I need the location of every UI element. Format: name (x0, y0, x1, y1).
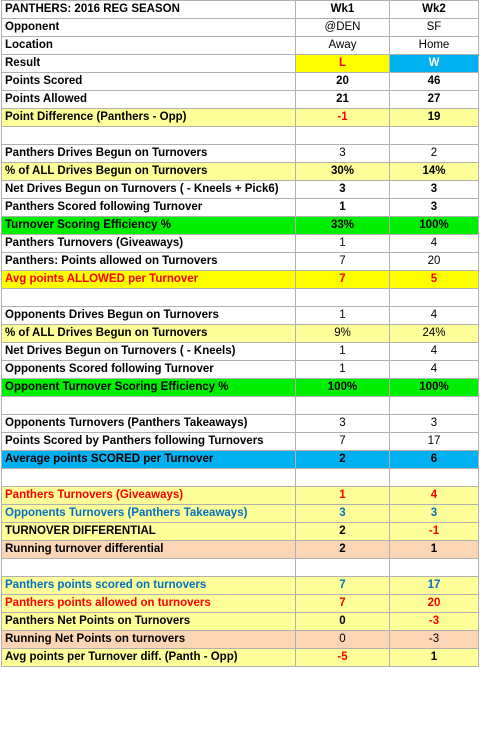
week2-value: -3 (390, 613, 479, 631)
week2-value: 24% (390, 325, 479, 343)
stat-row (2, 253, 479, 271)
sheet-body (2, 1, 479, 667)
week1-value: 1 (296, 235, 390, 253)
row-label: Running Net Points on turnovers (2, 631, 296, 649)
stat-row (2, 649, 479, 667)
stat-row (2, 577, 479, 595)
spacer-row (2, 559, 479, 577)
week2-value: 100% (390, 217, 479, 235)
week1-value: 7 (296, 271, 390, 289)
week1-value: 2 (296, 451, 390, 469)
row-label: Net Drives Begun on Turnovers ( - Kneels) (2, 343, 296, 361)
row-label: Panthers Turnovers (Giveaways) (2, 235, 296, 253)
week1-value: 1 (296, 307, 390, 325)
row-label: % of ALL Drives Begun on Turnovers (2, 163, 296, 181)
stat-row (2, 55, 479, 73)
week2-value: 17 (390, 433, 479, 451)
stat-row (2, 451, 479, 469)
spacer-cell (2, 469, 296, 487)
stat-row (2, 595, 479, 613)
row-label: Avg points ALLOWED per Turnover (2, 271, 296, 289)
week1-value: 7 (296, 433, 390, 451)
week1-value: 7 (296, 253, 390, 271)
spacer-cell (390, 559, 479, 577)
week2-value: 4 (390, 343, 479, 361)
stat-row (2, 523, 479, 541)
spacer-cell (390, 289, 479, 307)
spacer-cell (296, 469, 390, 487)
week1-value: 0 (296, 631, 390, 649)
week1-value: -5 (296, 649, 390, 667)
stat-row (2, 73, 479, 91)
stat-row (2, 109, 479, 127)
row-label: Running turnover differential (2, 541, 296, 559)
row-label: Avg points per Turnover diff. (Panth - Opp) (2, 649, 296, 667)
stat-row (2, 415, 479, 433)
stat-row (2, 433, 479, 451)
spacer-cell (390, 127, 479, 145)
spacer-cell (296, 559, 390, 577)
week1-value: 0 (296, 613, 390, 631)
week2-value: 3 (390, 199, 479, 217)
week2-value: 100% (390, 379, 479, 397)
week2-value: -1 (390, 523, 479, 541)
stat-row (2, 1, 479, 19)
row-label: Average points SCORED per Turnover (2, 451, 296, 469)
row-label: Opponents Turnovers (Panthers Takeaways) (2, 505, 296, 523)
week2-value: 1 (390, 649, 479, 667)
week2-value: 4 (390, 235, 479, 253)
stat-row (2, 505, 479, 523)
stat-row (2, 271, 479, 289)
row-label: Opponents Scored following Turnover (2, 361, 296, 379)
week2-value: 20 (390, 253, 479, 271)
week1-value: 3 (296, 415, 390, 433)
row-label: Points Allowed (2, 91, 296, 109)
stat-row (2, 163, 479, 181)
stat-row (2, 343, 479, 361)
week1-value: 20 (296, 73, 390, 91)
row-label: Turnover Scoring Efficiency % (2, 217, 296, 235)
week2-value: 5 (390, 271, 479, 289)
week2-value: 27 (390, 91, 479, 109)
row-label: % of ALL Drives Begun on Turnovers (2, 325, 296, 343)
row-label: Opponents Turnovers (Panthers Takeaways) (2, 415, 296, 433)
week1-value: 100% (296, 379, 390, 397)
week1-value: 7 (296, 595, 390, 613)
week1-value: 1 (296, 343, 390, 361)
stat-row (2, 487, 479, 505)
week1-value: 30% (296, 163, 390, 181)
row-label: Panthers Net Points on Turnovers (2, 613, 296, 631)
spacer-cell (390, 397, 479, 415)
row-label: Panthers points scored on turnovers (2, 577, 296, 595)
spacer-cell (2, 559, 296, 577)
row-label: Result (2, 55, 296, 73)
week2-value: -3 (390, 631, 479, 649)
week1-value: 33% (296, 217, 390, 235)
row-label: PANTHERS: 2016 REG SEASON (2, 1, 296, 19)
week2-value: 4 (390, 487, 479, 505)
spacer-cell (390, 469, 479, 487)
row-label: Panthers Turnovers (Giveaways) (2, 487, 296, 505)
row-label: Panthers: Points allowed on Turnovers (2, 253, 296, 271)
week2-value: 20 (390, 595, 479, 613)
week2-value: Home (390, 37, 479, 55)
spacer-row (2, 289, 479, 307)
stat-row (2, 235, 479, 253)
stat-row (2, 541, 479, 559)
week2-value: 1 (390, 541, 479, 559)
row-label: Panthers points allowed on turnovers (2, 595, 296, 613)
stat-row (2, 613, 479, 631)
turnover-stats-sheet (1, 0, 479, 667)
week1-value: 1 (296, 361, 390, 379)
row-label: Opponents Drives Begun on Turnovers (2, 307, 296, 325)
spacer-cell (2, 397, 296, 415)
week1-value: L (296, 55, 390, 73)
spacer-row (2, 469, 479, 487)
spacer-cell (296, 397, 390, 415)
week1-value: 7 (296, 577, 390, 595)
spacer-row (2, 397, 479, 415)
stat-row (2, 145, 479, 163)
stat-row (2, 37, 479, 55)
row-label: Opponent Turnover Scoring Efficiency % (2, 379, 296, 397)
spacer-cell (2, 289, 296, 307)
row-label: Points Scored (2, 73, 296, 91)
stat-row (2, 361, 479, 379)
week2-value: 3 (390, 181, 479, 199)
week1-value: Away (296, 37, 390, 55)
week2-value: 6 (390, 451, 479, 469)
stat-row (2, 325, 479, 343)
week2-value: 14% (390, 163, 479, 181)
spacer-cell (296, 289, 390, 307)
week2-value: Wk2 (390, 1, 479, 19)
stat-row (2, 307, 479, 325)
week2-value: 2 (390, 145, 479, 163)
row-label: Location (2, 37, 296, 55)
week2-value: 3 (390, 505, 479, 523)
stat-row (2, 379, 479, 397)
week2-value: 19 (390, 109, 479, 127)
week1-value: 9% (296, 325, 390, 343)
week1-value: 1 (296, 487, 390, 505)
stat-row (2, 217, 479, 235)
stat-row (2, 91, 479, 109)
stat-row (2, 181, 479, 199)
week1-value: Wk1 (296, 1, 390, 19)
row-label: TURNOVER DIFFERENTIAL (2, 523, 296, 541)
week1-value: 3 (296, 181, 390, 199)
week2-value: 3 (390, 415, 479, 433)
week1-value: @DEN (296, 19, 390, 37)
week2-value: 46 (390, 73, 479, 91)
row-label: Panthers Scored following Turnover (2, 199, 296, 217)
week2-value: 17 (390, 577, 479, 595)
spacer-cell (2, 127, 296, 145)
week1-value: 2 (296, 523, 390, 541)
week1-value: 1 (296, 199, 390, 217)
week1-value: 3 (296, 145, 390, 163)
week2-value: SF (390, 19, 479, 37)
week2-value: 4 (390, 361, 479, 379)
spacer-cell (296, 127, 390, 145)
week1-value: 3 (296, 505, 390, 523)
row-label: Panthers Drives Begun on Turnovers (2, 145, 296, 163)
week1-value: 2 (296, 541, 390, 559)
row-label: Point Difference (Panthers - Opp) (2, 109, 296, 127)
week1-value: -1 (296, 109, 390, 127)
week2-value: 4 (390, 307, 479, 325)
row-label: Opponent (2, 19, 296, 37)
stat-row (2, 199, 479, 217)
stat-row (2, 19, 479, 37)
row-label: Points Scored by Panthers following Turnovers (2, 433, 296, 451)
row-label: Net Drives Begun on Turnovers ( - Kneels + Pick6) (2, 181, 296, 199)
week1-value: 21 (296, 91, 390, 109)
stat-row (2, 631, 479, 649)
week2-value: W (390, 55, 479, 73)
spacer-row (2, 127, 479, 145)
